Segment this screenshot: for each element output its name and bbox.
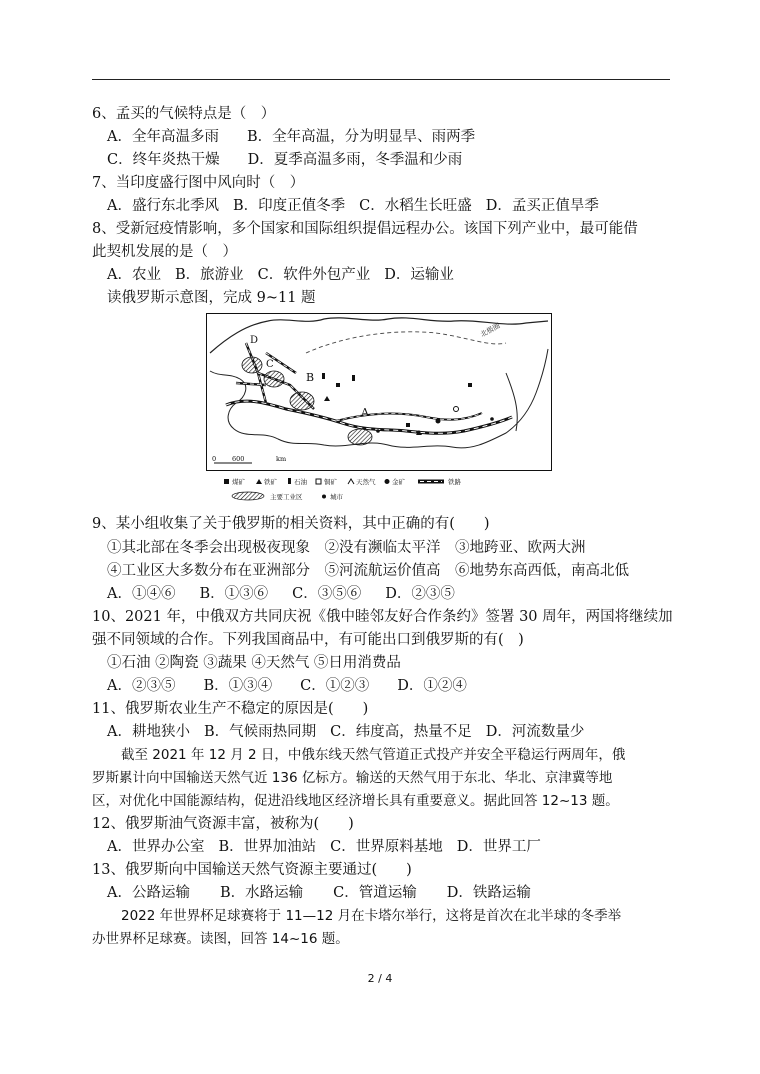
legend-gas-icon bbox=[348, 479, 354, 484]
q7-options bbox=[107, 196, 599, 216]
q9-stem: 9、某小组收集了关于俄罗斯的相关资料，其中正确的有( ) bbox=[92, 516, 490, 532]
q8-options bbox=[107, 265, 454, 285]
q6-option-d[interactable]: D．夏季高温多雨，冬季温和少雨 bbox=[247, 152, 463, 168]
q9-option-b[interactable]: B．①③⑥ bbox=[199, 586, 269, 602]
header-rule bbox=[92, 79, 670, 80]
q13-option-d[interactable]: D．铁路运输 bbox=[446, 885, 531, 901]
oil-symbol bbox=[322, 373, 325, 379]
q10-items: ①石油 ②陶瓷 ③蔬果 ④天然气 ⑤日用消费品 bbox=[107, 655, 401, 671]
q7-option-d[interactable]: D．孟买正值旱季 bbox=[485, 198, 599, 214]
q12-option-d[interactable]: D．世界工厂 bbox=[456, 839, 541, 855]
legend-coal: 煤矿 bbox=[232, 478, 245, 486]
q8-stem-line2: 此契机发展的是（ ） bbox=[92, 244, 237, 260]
arctic-circle-label: 北极圈 bbox=[479, 321, 502, 339]
q9-option-c[interactable]: C．③⑤⑥ bbox=[292, 586, 362, 602]
legend-oil: 石油 bbox=[294, 478, 307, 486]
industrial-area-a bbox=[348, 429, 372, 445]
q9-option-a[interactable]: A．①④⑥ bbox=[107, 586, 176, 602]
scale-length: 600 bbox=[232, 455, 245, 463]
industrial-area-b bbox=[290, 392, 314, 410]
q10-stem-line2: 强不同领域的合作。下列我国商品中，有可能出口到俄罗斯的有( ) bbox=[92, 632, 524, 648]
q11-option-a[interactable]: A．耕地狭小 bbox=[107, 724, 190, 740]
q9-statements-2: ④工业区大多数分布在亚洲部分 ⑤河流航运价值高 ⑥地势东高西低，南高北低 bbox=[107, 563, 629, 579]
q11-stem: 11、俄罗斯农业生产不稳定的原因是( ) bbox=[92, 701, 369, 717]
q10-stem-line1: 10、2021 年，中俄双方共同庆祝《俄中睦邻友好合作条约》签署 30 周年，两国将继续加 bbox=[92, 609, 673, 625]
passage1-line1: 截至 2021 年 12 月 2 日，中俄东线天然气管道正式投产并安全平稳运行两周年，俄 bbox=[121, 747, 626, 763]
q13-option-b[interactable]: B．水路运输 bbox=[219, 885, 304, 901]
label-d: D bbox=[250, 335, 259, 346]
q9-statements-1: ①其北部在冬季会出现极夜现象 ②没有濒临太平洋 ③地跨亚、欧两大洲 bbox=[107, 540, 586, 556]
legend-iron: 铁矿 bbox=[264, 478, 277, 486]
scale-zero: 0 bbox=[212, 455, 217, 463]
coal-symbol bbox=[468, 383, 472, 387]
q10-options bbox=[107, 676, 467, 696]
q8-option-d[interactable]: D．运输业 bbox=[384, 267, 454, 283]
q13-option-a[interactable]: A．公路运输 bbox=[107, 885, 190, 901]
legend-iron-icon bbox=[256, 479, 262, 484]
q7-option-b[interactable]: B．印度正值冬季 bbox=[232, 198, 346, 214]
coal-symbol bbox=[336, 383, 340, 387]
q9-option-d[interactable]: D．②③⑤ bbox=[385, 586, 455, 602]
map-intro: 读俄罗斯示意图，完成 9~11 题 bbox=[107, 290, 316, 306]
oil-symbol bbox=[352, 375, 355, 381]
label-c: C bbox=[266, 359, 274, 370]
q10-option-c[interactable]: C．①②③ bbox=[300, 678, 370, 694]
map-frame bbox=[207, 314, 552, 471]
q12-options bbox=[107, 837, 541, 857]
q12-stem: 12、俄罗斯油气资源丰富，被称为( ) bbox=[92, 816, 354, 832]
q12-option-a[interactable]: A．世界办公室 bbox=[107, 839, 205, 855]
q12-option-b[interactable]: B．世界加油站 bbox=[218, 839, 317, 855]
legend-coal-icon bbox=[224, 479, 229, 484]
q7-option-a[interactable]: A．盛行东北季风 bbox=[107, 198, 219, 214]
q6-options-row2 bbox=[107, 150, 462, 170]
passage1-line2: 罗斯累计向中国输送天然气近 136 亿标方。输送的天然气用于东北、华北、京津冀等地 bbox=[92, 770, 613, 786]
passage2-line1: 2022 年世界杯足球赛将于 11—12 月在卡塔尔举行，这将是首次在北半球的冬季举 bbox=[121, 908, 622, 924]
label-a: A bbox=[361, 406, 369, 419]
legend-copper: 铜矿 bbox=[324, 478, 337, 486]
q6-option-b[interactable]: B．全年高温，分为明显旱、雨两季 bbox=[246, 129, 476, 145]
q8-option-a[interactable]: A．农业 bbox=[107, 267, 161, 283]
legend-city-icon bbox=[322, 495, 326, 499]
q8-option-c[interactable]: C．软件外包产业 bbox=[257, 267, 371, 283]
q7-option-c[interactable]: C．水稻生长旺盛 bbox=[359, 198, 472, 214]
q11-options bbox=[107, 722, 584, 742]
gold-symbol bbox=[436, 419, 441, 424]
q12-option-c[interactable]: C．世界原料基地 bbox=[330, 839, 443, 855]
legend-rail: 铁路 bbox=[448, 478, 461, 486]
q10-option-a[interactable]: A．②③⑤ bbox=[107, 678, 176, 694]
q8-stem-line1: 8、受新冠疫情影响，多个国家和国际组织提倡远程办公。该国下列产业中，最可能借 bbox=[92, 221, 638, 237]
q7-stem: 7、当印度盛行图中风向时（ ） bbox=[92, 175, 305, 191]
q6-option-c[interactable]: C．终年炎热干燥 bbox=[107, 152, 220, 168]
q6-options-row1 bbox=[107, 127, 475, 147]
q10-option-b[interactable]: B．①③④ bbox=[203, 678, 273, 694]
legend-city: 城市 bbox=[330, 493, 343, 501]
coal-symbol bbox=[406, 423, 410, 427]
legend-gas: 天然气 bbox=[356, 478, 376, 486]
q13-stem: 13、俄罗斯向中国输送天然气资源主要通过( ) bbox=[92, 862, 412, 878]
passage1-line3: 区，对优化中国能源结构，促进沿线地区经济增长具有重要意义。据此回答 12~13 题。 bbox=[92, 793, 619, 809]
label-b: B bbox=[306, 371, 315, 384]
industrial-area-c bbox=[264, 371, 284, 387]
q13-option-c[interactable]: C．管道运输 bbox=[333, 885, 417, 901]
legend-industry-icon bbox=[232, 492, 264, 500]
scale-unit: km bbox=[276, 455, 287, 463]
q11-option-b[interactable]: B．气候雨热同期 bbox=[203, 724, 317, 740]
legend-industry: 主要工业区 bbox=[270, 493, 303, 501]
q6-option-a[interactable]: A．全年高温多雨 bbox=[107, 129, 219, 145]
city-symbol bbox=[490, 417, 494, 421]
q6-stem: 6、孟买的气候特点是（ ） bbox=[92, 106, 276, 122]
page-number: 2 / 4 bbox=[367, 972, 393, 985]
q8-option-b[interactable]: B．旅游业 bbox=[174, 267, 244, 283]
q11-option-d[interactable]: D．河流数量少 bbox=[485, 724, 585, 740]
legend-gold-icon bbox=[385, 479, 390, 484]
q11-option-c[interactable]: C．纬度高，热量不足 bbox=[330, 724, 472, 740]
russia-map bbox=[206, 313, 552, 505]
legend-copper-icon bbox=[316, 479, 321, 484]
q9-options bbox=[107, 584, 455, 604]
passage2-line2: 办世界杯足球赛。读图，回答 14~16 题。 bbox=[92, 931, 349, 947]
q13-options bbox=[107, 883, 531, 903]
legend-gold: 金矿 bbox=[392, 478, 405, 486]
legend-oil-icon bbox=[288, 478, 291, 484]
q10-option-d[interactable]: D．①②④ bbox=[397, 678, 467, 694]
industrial-area-d bbox=[242, 357, 262, 373]
city-symbol bbox=[376, 429, 380, 433]
